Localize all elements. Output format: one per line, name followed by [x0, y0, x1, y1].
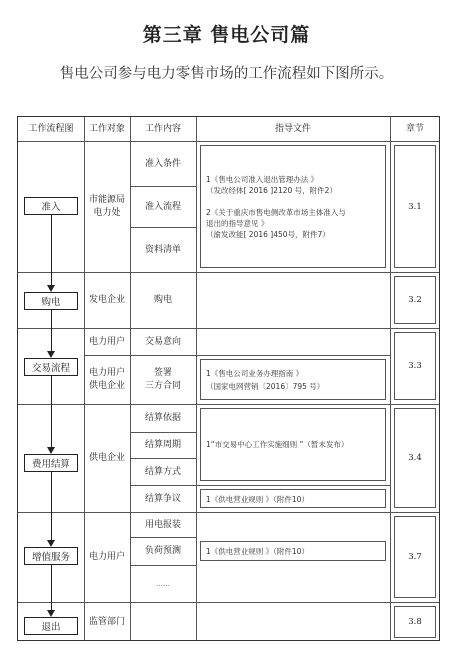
- work-content: 购电: [153, 295, 172, 305]
- section-number: 3.1: [408, 201, 422, 212]
- arrowhead-icon: [47, 610, 55, 617]
- flow-arrow: [51, 565, 52, 610]
- work-content: 准入条件: [144, 158, 181, 169]
- flow-step-purchase: 购电: [24, 292, 78, 310]
- work-content: 资料清单: [144, 244, 181, 255]
- guidance-docs: 1《售电公司业务办理指南 》 （国家电网营销〔2016〕795 号）: [206, 369, 325, 391]
- work-content: 用电报装: [144, 519, 181, 530]
- section-number: 3.2: [408, 295, 422, 305]
- flow-arrow: [51, 215, 52, 285]
- flow-step-admission: 准入: [24, 197, 78, 215]
- row-divider: [18, 141, 439, 142]
- work-content: 交易意向: [144, 336, 181, 347]
- flow-arrow: [51, 376, 52, 447]
- work-object: 市能源局 电力处: [88, 195, 125, 218]
- arrowhead-icon: [47, 285, 55, 292]
- work-object: 电力用户: [88, 552, 125, 562]
- work-object: 供电企业: [88, 453, 125, 463]
- work-content: 准入流程: [144, 201, 181, 212]
- work-content: 结算周期: [144, 440, 181, 450]
- page-subtitle: 售电公司参与电力零售市场的工作流程如下图所示。: [59, 66, 394, 82]
- work-content: 结算争议: [144, 493, 181, 504]
- guidance-docs: 1《供电营业规则 》（附件10）: [206, 546, 309, 556]
- row-divider: [18, 328, 439, 329]
- flow-step-exit: 退出: [24, 617, 78, 635]
- flow-step-settlement: 费用结算: [24, 454, 78, 472]
- guidance-docs: 1《供电营业规则 》（附件10）: [206, 494, 309, 504]
- col-header-content: 工作内容: [144, 123, 181, 134]
- work-object: 电力用户 供电企业: [88, 368, 125, 391]
- flow-arrow: [51, 472, 52, 540]
- arrowhead-icon: [47, 351, 55, 358]
- row-divider: [18, 602, 439, 603]
- col-header-object: 工作对象: [88, 123, 125, 134]
- flow-arrow: [51, 310, 52, 351]
- guidance-docs: 1《售电公司准入退出管理办法 》 （发改经体[ 2016 ]2120 号，附件2） 2《关于重庆市售电侧改革市场主体准入与 退出的指导意见 》 （渝发改能[ 2016 ]450号，附件7）: [206, 174, 346, 239]
- row-divider: [18, 272, 439, 273]
- col-header-section: 章节: [405, 123, 424, 134]
- section-number: 3.7: [408, 552, 422, 562]
- arrowhead-icon: [47, 540, 55, 547]
- guidance-docs: 1“市交易中心工作实施细则 ”（暂未发布）: [206, 439, 349, 449]
- section-number: 3.3: [408, 361, 422, 371]
- col-divider: [196, 117, 197, 640]
- section-number: 3.8: [408, 616, 422, 627]
- row-divider: [18, 512, 439, 513]
- row-divider: [18, 404, 439, 405]
- work-content: 签署 三方合同: [144, 368, 181, 391]
- col-header-flow: 工作流程图: [28, 123, 74, 134]
- arrowhead-icon: [47, 447, 55, 454]
- work-content: 结算依据: [144, 413, 181, 423]
- flow-step-value-added: 增值服务: [24, 547, 78, 565]
- page-title: 第三章 售电公司篇: [142, 24, 311, 46]
- section-number: 3.4: [408, 453, 422, 463]
- col-header-docs: 指导文件: [274, 123, 311, 134]
- flow-step-trading: 交易流程: [24, 358, 78, 376]
- work-content: ……: [156, 579, 170, 588]
- work-content: 负荷预测: [144, 546, 181, 556]
- work-object: 电力用户: [88, 336, 125, 347]
- work-object: 发电企业: [88, 295, 125, 305]
- work-content: 结算方式: [144, 466, 181, 477]
- workflow-table: [17, 116, 440, 641]
- work-object: 监管部门: [88, 616, 125, 627]
